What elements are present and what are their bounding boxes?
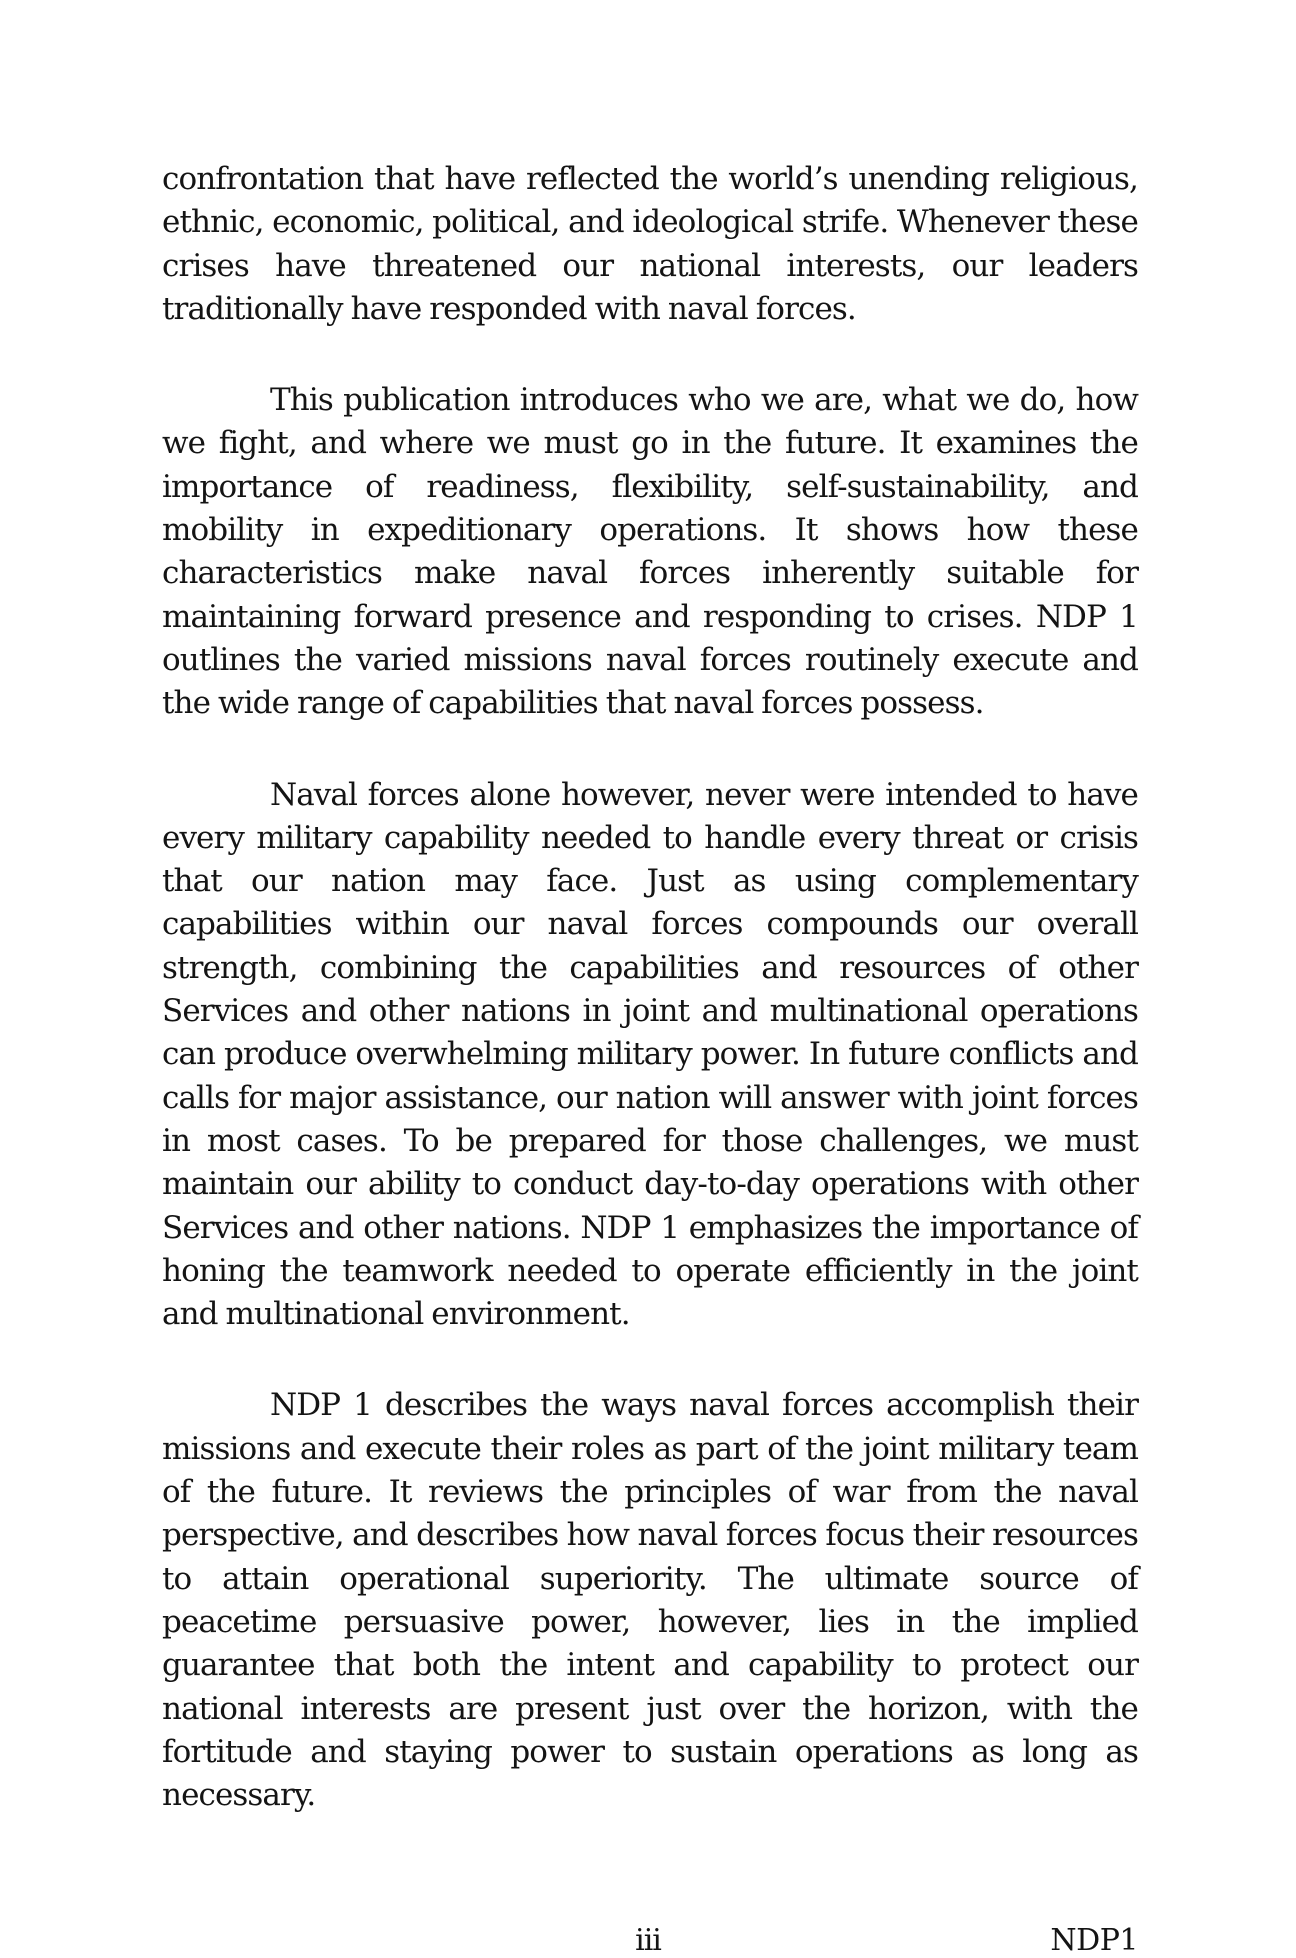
paragraph-2: This publication introduces who we are, what we do, how we fight, and where we must go in the future. It examines the importance of readiness, flexibility, self-sustainability, and mobility in expeditionary operations. It shows how these characteristics make naval forces inherently suitable for maintaining forward presence and responding to crises. NDP 1 outlines the varied missions naval forces routinely execute and the wide range of capabilities that naval forces possess. — [162, 382, 1138, 722]
publication-label: NDP1 — [1050, 1923, 1138, 1958]
page-number: iii — [635, 1923, 661, 1958]
paragraph-4: NDP 1 describes the ways naval forces accomplish their missions and execute their roles as part of the joint military team of the future. It reviews the principles of war from the naval perspective, and describes how naval forces focus their resources to attain operational superiority. The ultimate source of peacetime persuasive power, however, lies in the implied guarantee that both the intent and capability to protect our national interests are present just over the horizon, with the fortitude and staying power to sustain operations as long as necessary. — [162, 1387, 1138, 1814]
paragraph-3: Naval forces alone however, never were intended to have every military capability needed to handle every threat or crisis that our nation may face. Just as using complementary capabilities within our naval forces compounds our overall strength, combining the capabilities and resources of other Services and other nations in joint and multinational operations can produce overwhelming military power. In future conflicts and calls for major assistance, our nation will answer with joint forces in most cases. To be prepared for those challenges, we must maintain our ability to conduct day-to-day operations with other Services and other nations. NDP 1 emphasizes the importance of honing the teamwork needed to operate efficiently in the joint and multinational environment. — [162, 776, 1138, 1333]
paragraph-1: confrontation that have reflected the world’s unending religious, ethnic, economic, political, and ideological strife. Whenever these crises have threatened our national interests, our leaders traditionally have responded with naval forces. — [162, 161, 1138, 327]
body-text — [162, 158, 1138, 1865]
